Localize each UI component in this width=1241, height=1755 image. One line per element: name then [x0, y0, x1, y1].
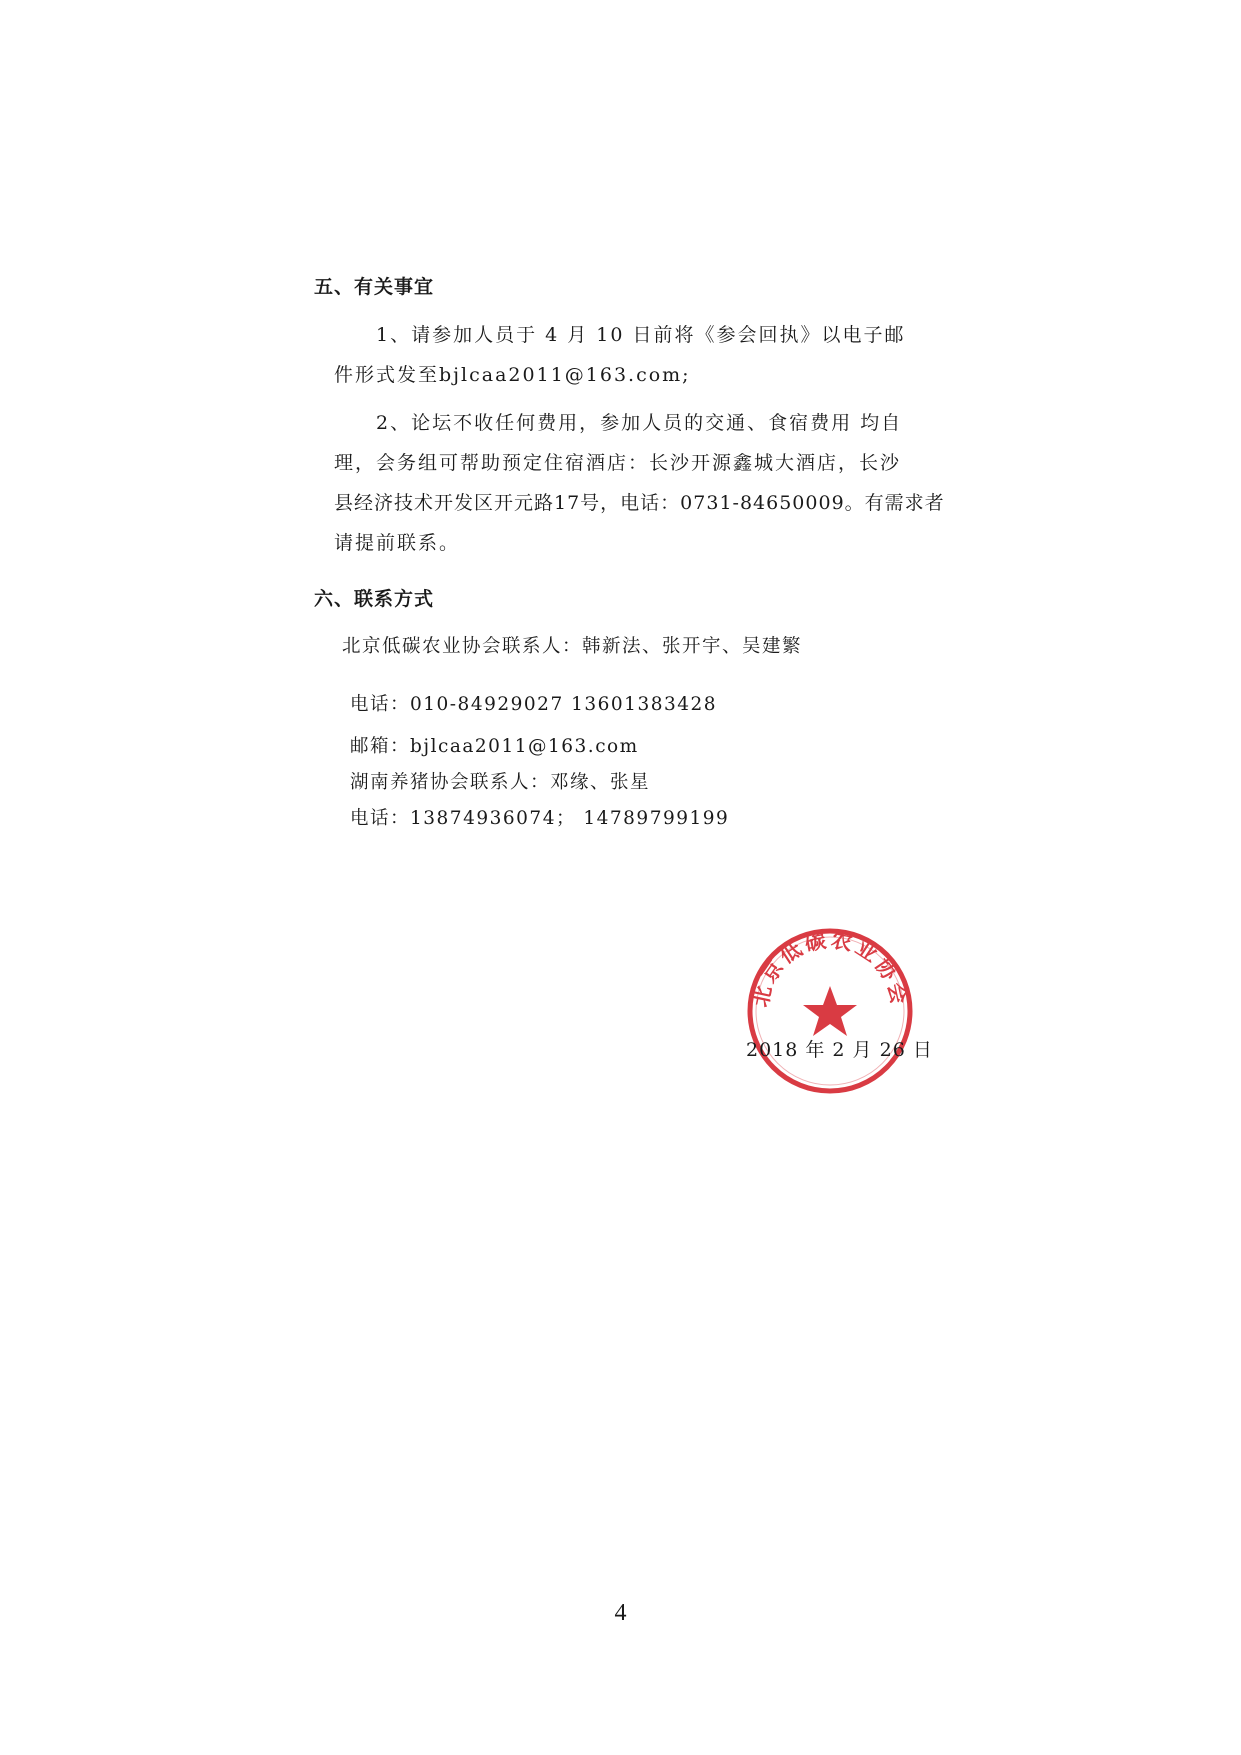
hunan-contacts: 湖南养猪协会联系人：邓缘、张星 — [350, 772, 651, 793]
section-five-title: 五、有关事宜 — [314, 276, 435, 298]
beijing-phone: 电话：010-84929027 13601383428 — [350, 694, 718, 715]
seal-text: 北京低碳农业协会 — [748, 927, 912, 1010]
item2-line2: 理，会务组可帮助预定住宿酒店：长沙开源鑫城大酒店，长沙 — [334, 452, 902, 474]
beijing-contacts: 北京低碳农业协会联系人：韩新法、张开宇、吴建繁 — [342, 636, 803, 657]
page-number: 4 — [614, 1600, 627, 1626]
document-date: 2018 年 2 月 26 日 — [746, 1039, 933, 1061]
item1-line2: 件形式发至bjlcaa2011@163.com; — [334, 364, 691, 386]
official-seal — [745, 926, 915, 1096]
beijing-email: 邮箱：bjlcaa2011@163.com — [350, 736, 639, 757]
section-six-title: 六、联系方式 — [314, 588, 435, 610]
item2-line3: 县经济技术开发区开元路17号，电话：0731-84650009。有需求者 — [334, 492, 945, 514]
item2-line1: 2、论坛不收任何费用，参加人员的交通、食宿费用 均自 — [376, 412, 903, 434]
item1-line1: 1、请参加人员于 4 月 10 日前将《参会回执》以电子邮 — [376, 324, 906, 346]
star-icon — [803, 986, 857, 1036]
item2-line4: 请提前联系。 — [334, 532, 461, 554]
hunan-phone: 电话：13874936074； 14789799199 — [350, 808, 730, 829]
